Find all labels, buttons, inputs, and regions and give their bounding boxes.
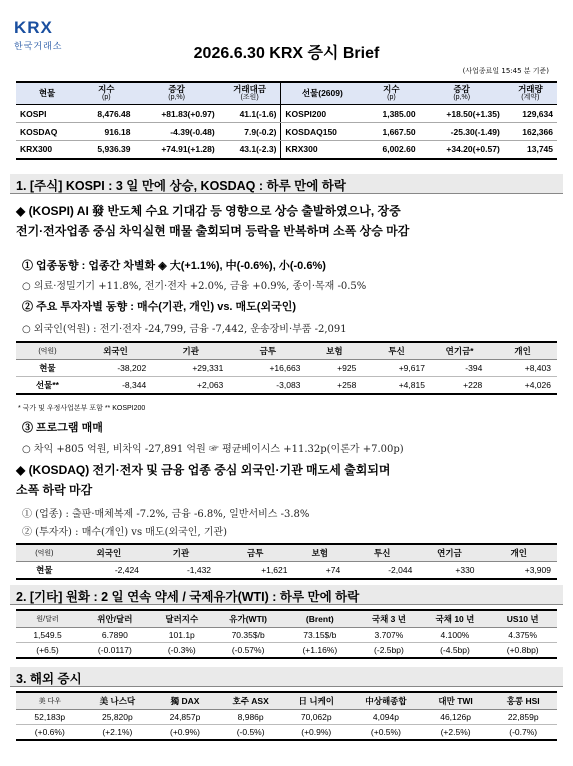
- market-cell: 41.1(-1.6): [219, 105, 281, 123]
- sector-trend-line: ○ 의료·정밀기기 +11.8%, 전기·전자 +2.0%, 금융 +0.9%, 종이·목재 -0.5%: [22, 281, 367, 292]
- market-cell: +34.20(+0.57): [420, 141, 504, 159]
- market-header-cell: 지수 (p): [78, 82, 134, 105]
- market-cell: 5,936.39: [78, 141, 134, 159]
- kosdaq-investor-cell: +1,621: [217, 562, 293, 580]
- global-header-cell: 美 다우: [16, 692, 84, 710]
- section1-title: 1. [주식] KOSPI : 3 일 만에 상승, KOSDAQ : 하루 만에 하락: [10, 174, 563, 194]
- market-cell: KRX300: [16, 141, 78, 159]
- global-header-cell: 美 나스닥: [84, 692, 152, 710]
- sector-trend-heading: ① 업종동향 : 업종간 차별화 ◈ 大(+1.1%), 中(-0.6%), 小(-0.6%): [22, 260, 326, 272]
- fx-header-cell: 국채 3 년: [356, 610, 421, 628]
- fx-rates-table: [16, 609, 557, 659]
- global-value-cell: 4,094p: [350, 710, 422, 725]
- market-cell: 6,002.60: [363, 141, 419, 159]
- kosdaq-investor-table: [16, 543, 557, 580]
- global-change-cell: (+2.5%): [422, 725, 490, 741]
- kosdaq-investor-header-cell: (억원): [16, 544, 73, 562]
- kospi-investor-cell: +29,331: [152, 360, 229, 377]
- market-cell: KOSPI200: [281, 105, 363, 123]
- market-cell: 1,385.00: [363, 105, 419, 123]
- fx-value-row: [16, 628, 557, 643]
- kospi-investor-table: [16, 341, 557, 395]
- section2-title: 2. [기타] 원화 : 2 일 연속 약세 / 국제유가(WTI) : 하루 만에 하락: [10, 585, 563, 605]
- market-header-cell: 거래량 (계약): [504, 82, 557, 105]
- global-value-row: [16, 710, 557, 725]
- global-change-cell: (+0.9%): [151, 725, 219, 741]
- market-cell: KOSPI: [16, 105, 78, 123]
- market-cell: 162,366: [504, 123, 557, 141]
- kospi-investor-row: [16, 377, 557, 395]
- kospi-investor-header-cell: 기관: [152, 342, 229, 360]
- kosdaq-investor-line: ② (투자자) : 매수(개인) vs 매도(외국인, 기관): [22, 527, 228, 538]
- fx-change-row: [16, 643, 557, 659]
- market-header-cell: 거래대금 (조원): [219, 82, 281, 105]
- section3-title: 3. 해외 증시: [10, 667, 563, 687]
- global-header-cell: 호주 ASX: [219, 692, 283, 710]
- global-header-cell: 日 니케이: [282, 692, 350, 710]
- global-value-cell: 46,126p: [422, 710, 490, 725]
- kosdaq-investor-cell: -1,432: [145, 562, 217, 580]
- market-cell: KOSDAQ150: [281, 123, 363, 141]
- fx-change-cell: (-0.0117): [79, 643, 151, 659]
- market-header-cell: 증감 (p,%): [420, 82, 504, 105]
- kosdaq-investor-header-cell: 외국인: [73, 544, 145, 562]
- global-value-cell: 52,183p: [16, 710, 84, 725]
- kospi-investor-header-cell: 외국인: [79, 342, 152, 360]
- fx-change-cell: (-0.57%): [213, 643, 283, 659]
- kospi-investor-cell: -8,344: [79, 377, 152, 395]
- kospi-investor-cell: +258: [306, 377, 362, 395]
- kospi-investor-cell: -38,202: [79, 360, 152, 377]
- global-change-cell: (-0.7%): [489, 725, 557, 741]
- global-value-cell: 70,062p: [282, 710, 350, 725]
- global-change-cell: (+2.1%): [84, 725, 152, 741]
- market-cell: +74.91(+1.28): [135, 141, 219, 159]
- kospi-headline-2: 전기·전자업종 중심 차익실현 매물 출회되며 등락을 반복하며 소폭 상승 마감: [16, 224, 410, 238]
- global-change-cell: (+0.5%): [350, 725, 422, 741]
- fx-value-cell: 6.7890: [79, 628, 151, 643]
- kosdaq-investor-header-cell: 투신: [346, 544, 418, 562]
- fx-header-cell: 국채 10 년: [422, 610, 489, 628]
- market-summary-table: [16, 81, 557, 160]
- global-header-row: [16, 692, 557, 710]
- global-header-cell: 홍콩 HSI: [489, 692, 557, 710]
- market-cell: +81.83(+0.97): [135, 105, 219, 123]
- kospi-investor-cell: +8,403: [488, 360, 557, 377]
- fx-header-cell: (Brent): [283, 610, 356, 628]
- kospi-investor-header-cell: 연기금*: [431, 342, 488, 360]
- global-change-cell: (+0.9%): [282, 725, 350, 741]
- kosdaq-investor-header-cell: 금투: [217, 544, 293, 562]
- kospi-investor-cell: +2,063: [152, 377, 229, 395]
- kospi-headline-1: ◆ (KOSPI) AI 發 반도체 수요 기대감 등 영향으로 상승 출발하였으나, 장중: [16, 204, 401, 218]
- kospi-investor-row: [16, 360, 557, 377]
- global-value-cell: 25,820p: [84, 710, 152, 725]
- kospi-investor-cell: +4,026: [488, 377, 557, 395]
- fx-header-cell: US10 년: [488, 610, 557, 628]
- kosdaq-sector-line: ① (업종) : 출판·매체복제 -7.2%, 금융 -6.8%, 일반서비스 -3.8%: [22, 509, 310, 520]
- market-header-cell: 선물(2609): [281, 82, 363, 105]
- fx-value-cell: 4.375%: [488, 628, 557, 643]
- kosdaq-investor-cell: -2,424: [73, 562, 145, 580]
- fx-header-row: [16, 610, 557, 628]
- market-cell: 43.1(-2.3): [219, 141, 281, 159]
- kospi-investor-header-cell: 개인: [488, 342, 557, 360]
- fx-header-cell: 원/달러: [16, 610, 79, 628]
- global-markets-table: [16, 691, 557, 741]
- global-header-cell: 獨 DAX: [151, 692, 219, 710]
- kosdaq-investor-cell: +330: [418, 562, 480, 580]
- global-change-row: [16, 725, 557, 741]
- fx-header-cell: 위안/달러: [79, 610, 151, 628]
- kospi-investor-cell: +925: [306, 360, 362, 377]
- kosdaq-investor-cell: +3,909: [481, 562, 557, 580]
- kosdaq-investor-header-cell: 보험: [293, 544, 346, 562]
- program-trade-heading: ③ 프로그램 매매: [22, 422, 103, 434]
- kospi-investor-header-cell: 보험: [306, 342, 362, 360]
- global-value-cell: 24,857p: [151, 710, 219, 725]
- fx-change-cell: (+6.5): [16, 643, 79, 659]
- market-header-cell: 증감 (p,%): [135, 82, 219, 105]
- market-row: [16, 141, 557, 159]
- logo-mark: KRX: [14, 18, 53, 37]
- program-trade-line: ○ 차익 +805 억원, 비차익 -27,891 억원 ☞ 평균베이시스 +11.32p(이론가 +7.00p): [22, 444, 404, 455]
- global-value-cell: 22,859p: [489, 710, 557, 725]
- foreign-investor-line: ○ 외국인(억원) : 전기·전자 -24,799, 금융 -7,442, 운송장비·부품 -2,091: [22, 324, 347, 335]
- fx-change-cell: (+1.16%): [283, 643, 356, 659]
- logo-subtitle: 한국거래소: [14, 42, 63, 52]
- market-cell: 916.18: [78, 123, 134, 141]
- kosdaq-investor-header-cell: 개인: [481, 544, 557, 562]
- fx-change-cell: (-0.3%): [151, 643, 213, 659]
- fx-change-cell: (-4.5bp): [422, 643, 489, 659]
- investor-trend-heading: ② 주요 투자자별 동향 : 매수(기관, 개인) vs. 매도(외국인): [22, 301, 297, 313]
- time-note: (사업종료일 15:45 분 기준): [462, 67, 549, 75]
- market-header-cell: 현물: [16, 82, 78, 105]
- market-cell: 7.9(-0.2): [219, 123, 281, 141]
- kospi-investor-cell: 선물**: [16, 377, 79, 395]
- fx-change-cell: (-2.5bp): [356, 643, 421, 659]
- fx-value-cell: 101.1p: [151, 628, 213, 643]
- kospi-investor-header-cell: (억원): [16, 342, 79, 360]
- kospi-investor-cell: -394: [431, 360, 488, 377]
- market-cell: 1,667.50: [363, 123, 419, 141]
- global-header-cell: 中상해종합: [350, 692, 422, 710]
- fx-header-cell: 달러지수: [151, 610, 213, 628]
- kospi-investor-header-cell: 투신: [362, 342, 431, 360]
- market-cell: +18.50(+1.35): [420, 105, 504, 123]
- investor-footnote: * 국가 및 우정사업본부 포함 ** KOSPI200: [18, 405, 146, 412]
- kospi-investor-cell: 현물: [16, 360, 79, 377]
- market-header-cell: 지수 (p): [363, 82, 419, 105]
- global-change-cell: (+0.6%): [16, 725, 84, 741]
- market-cell: 129,634: [504, 105, 557, 123]
- fx-value-cell: 3.707%: [356, 628, 421, 643]
- fx-value-cell: 4.100%: [422, 628, 489, 643]
- kosdaq-investor-cell: +74: [293, 562, 346, 580]
- kosdaq-headline-1: ◆ (KOSDAQ) 전기·전자 및 금융 업종 중심 외국인·기관 매도세 출회되며: [16, 463, 391, 477]
- kosdaq-investor-cell: -2,044: [346, 562, 418, 580]
- kosdaq-investor-header-cell: 연기금: [418, 544, 480, 562]
- kospi-investor-cell: +16,663: [229, 360, 306, 377]
- market-cell: -25.30(-1.49): [420, 123, 504, 141]
- kospi-investor-cell: +228: [431, 377, 488, 395]
- page-title: 2026.6.30 KRX 증시 Brief: [193, 45, 380, 62]
- market-cell: -4.39(-0.48): [135, 123, 219, 141]
- global-value-cell: 8,986p: [219, 710, 283, 725]
- fx-value-cell: 1,549.5: [16, 628, 79, 643]
- market-cell: 13,745: [504, 141, 557, 159]
- market-cell: KOSDAQ: [16, 123, 78, 141]
- kosdaq-investor-row: [16, 562, 557, 580]
- market-row: [16, 105, 557, 123]
- kospi-investor-cell: +4,815: [362, 377, 431, 395]
- kospi-investor-header-cell: 금투: [229, 342, 306, 360]
- market-cell: 8,476.48: [78, 105, 134, 123]
- fx-value-cell: 70.35$/b: [213, 628, 283, 643]
- market-row: [16, 123, 557, 141]
- kosdaq-investor-header-cell: 기관: [145, 544, 217, 562]
- kospi-investor-cell: -3,083: [229, 377, 306, 395]
- fx-header-cell: 유가(WTI): [213, 610, 283, 628]
- fx-value-cell: 73.15$/b: [283, 628, 356, 643]
- global-change-cell: (-0.5%): [219, 725, 283, 741]
- kosdaq-headline-2: 소폭 하락 마감: [16, 483, 93, 497]
- kosdaq-investor-cell: 현물: [16, 562, 73, 580]
- kospi-investor-cell: +9,617: [362, 360, 431, 377]
- fx-change-cell: (+0.8bp): [488, 643, 557, 659]
- market-cell: KRX300: [281, 141, 363, 159]
- global-header-cell: 대만 TWI: [422, 692, 490, 710]
